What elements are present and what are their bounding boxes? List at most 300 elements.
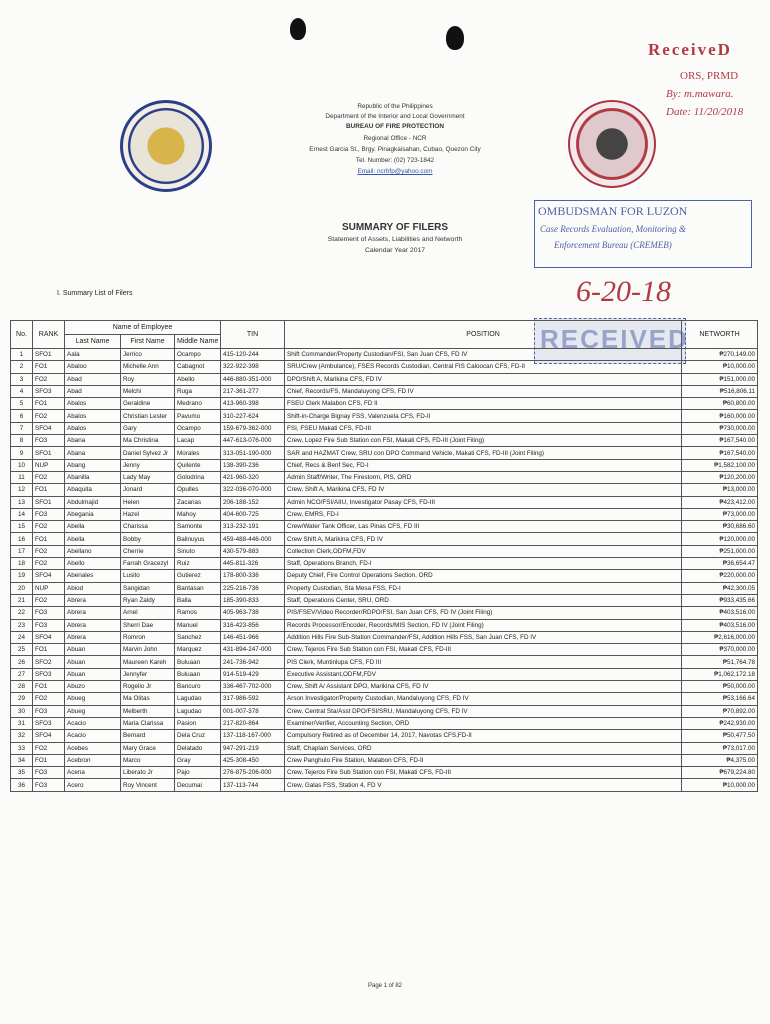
- cell-position: Crew, EMRS, FD-I: [285, 508, 682, 520]
- cell-rank: FO3: [33, 779, 65, 791]
- cell-rank: SFO4: [33, 631, 65, 643]
- cell-middle-name: Buluaan: [175, 668, 221, 680]
- binder-hole-right: [446, 26, 464, 50]
- cell-no: 9: [11, 447, 33, 459]
- cell-last-name: Abana: [65, 447, 121, 459]
- cell-middle-name: Opulles: [175, 484, 221, 496]
- received-stamp: ReceiveD: [648, 40, 732, 59]
- cell-middle-name: Medrano: [175, 398, 221, 410]
- cell-middle-name: Zacarias: [175, 496, 221, 508]
- cell-tin: 322-922-398: [221, 361, 285, 373]
- table-row: [11, 779, 758, 791]
- cell-rank: FO2: [33, 594, 65, 606]
- cell-middle-name: Pajo: [175, 767, 221, 779]
- table-row: [11, 422, 758, 434]
- col-header-middle-name: Middle Name: [175, 335, 221, 349]
- cell-position: Property Custodian, Sta Mesa FSS, FD-I: [285, 582, 682, 594]
- cell-no: 31: [11, 717, 33, 729]
- cell-last-name: Abad: [65, 385, 121, 397]
- cell-tin: 159-679-362-000: [221, 422, 285, 434]
- table-row: [11, 496, 758, 508]
- cell-tin: 336-467-702-000: [221, 681, 285, 693]
- cell-first-name: Lusito: [121, 570, 175, 582]
- cell-last-name: Abenales: [65, 570, 121, 582]
- cell-first-name: Jerrico: [121, 349, 175, 361]
- bfp-seal-logo: [120, 100, 212, 192]
- header-bureau: BUREAU OF FIRE PROTECTION: [346, 123, 444, 130]
- table-row: [11, 619, 758, 631]
- cell-first-name: Charissa: [121, 521, 175, 533]
- cell-position: DPO/Shift A, Marikina CFS, FD IV: [285, 373, 682, 385]
- cell-networth: ₱120,200.00: [682, 471, 758, 483]
- cell-position: Addition Hills Fire Sub-Station Commander/FSI, Addition Hills FSS, San Juan CFS, FD IV: [285, 631, 682, 643]
- cell-tin: 947-291-219: [221, 742, 285, 754]
- cell-first-name: Ma Olitas: [121, 693, 175, 705]
- table-row: [11, 607, 758, 619]
- table-row: [11, 447, 758, 459]
- cell-position: Staff, Chaplain Services, ORD: [285, 742, 682, 754]
- cell-no: 7: [11, 422, 33, 434]
- cell-rank: SFO2: [33, 656, 65, 668]
- col-header-first-name: First Name: [121, 335, 175, 349]
- cell-middle-name: Abello: [175, 373, 221, 385]
- table-row: [11, 349, 758, 361]
- cell-tin: 322-036-070-000: [221, 484, 285, 496]
- cell-no: 34: [11, 754, 33, 766]
- table-row: [11, 730, 758, 742]
- cell-last-name: Abrera: [65, 619, 121, 631]
- cell-networth: ₱251,000.00: [682, 545, 758, 557]
- cell-middle-name: Buluaan: [175, 656, 221, 668]
- cell-last-name: Acebes: [65, 742, 121, 754]
- cell-rank: FO1: [33, 398, 65, 410]
- cell-last-name: Acacio: [65, 717, 121, 729]
- cell-first-name: Marco: [121, 754, 175, 766]
- cell-first-name: Daniel Sylvez Jr: [121, 447, 175, 459]
- cell-networth: ₱516,806.11: [682, 385, 758, 397]
- cell-last-name: Abaquita: [65, 484, 121, 496]
- cell-rank: SFO4: [33, 730, 65, 742]
- cell-no: 24: [11, 631, 33, 643]
- col-header-tin: TIN: [221, 321, 285, 349]
- cell-middle-name: Cabagnot: [175, 361, 221, 373]
- cell-first-name: Hazel: [121, 508, 175, 520]
- table-row: [11, 681, 758, 693]
- cell-last-name: Abana: [65, 435, 121, 447]
- cell-position: Crew, Central Sta/Asst DPO/FSI/SRU, Mandaluyong CFS, FD IV: [285, 705, 682, 717]
- cell-middle-name: Lagudao: [175, 705, 221, 717]
- cell-rank: SFO4: [33, 422, 65, 434]
- cell-middle-name: Pavumo: [175, 410, 221, 422]
- cell-networth: ₱36,654.47: [682, 558, 758, 570]
- cell-networth: ₱370,000.00: [682, 644, 758, 656]
- table-row: [11, 693, 758, 705]
- table-row: [11, 594, 758, 606]
- cell-rank: SFO3: [33, 385, 65, 397]
- cell-position: Crew, Tejeros Fire Sub Station con FSI, Makati CFS, FD-III: [285, 644, 682, 656]
- cell-tin: 413-960-398: [221, 398, 285, 410]
- cell-rank: FO2: [33, 471, 65, 483]
- table-row: [11, 373, 758, 385]
- cell-last-name: Aala: [65, 349, 121, 361]
- cell-position: Staff, Operations Center, SRU, ORD: [285, 594, 682, 606]
- cell-rank: FO3: [33, 435, 65, 447]
- cell-rank: FO3: [33, 508, 65, 520]
- cell-middle-name: Balla: [175, 594, 221, 606]
- received-stamp-org: ORS, PRMD: [680, 70, 739, 82]
- cell-tin: 185-390-833: [221, 594, 285, 606]
- doc-subtitle: Statement of Assets, Liabilities and Networth: [327, 236, 463, 243]
- cell-networth: ₱10,000.00: [682, 779, 758, 791]
- cell-middle-name: Decumai: [175, 779, 221, 791]
- table-row: [11, 656, 758, 668]
- cell-tin: 445-811-326: [221, 558, 285, 570]
- cell-rank: NUP: [33, 582, 65, 594]
- cell-position: Crew, Galas FSS, Station 4, FD V: [285, 779, 682, 791]
- cell-networth: ₱151,000.00: [682, 373, 758, 385]
- handwritten-date: 6-20-18: [576, 275, 671, 308]
- ombudsman-stamp-line1: Case Records Evaluation, Monitoring &: [540, 224, 686, 234]
- cell-rank: FO2: [33, 693, 65, 705]
- cell-networth: ₱167,540.00: [682, 447, 758, 459]
- cell-networth: ₱1,582,100.00: [682, 459, 758, 471]
- col-header-position: POSITION: [285, 321, 682, 349]
- cell-networth: ₱70,892.00: [682, 705, 758, 717]
- cell-middle-name: Ruiz: [175, 558, 221, 570]
- header-email: Email: ncrbfp@yahoo.com: [357, 168, 433, 175]
- cell-no: 1: [11, 349, 33, 361]
- cell-first-name: Roy Vincent: [121, 779, 175, 791]
- cell-networth: ₱403,516.00: [682, 619, 758, 631]
- cell-last-name: Acero: [65, 779, 121, 791]
- cell-rank: FO1: [33, 681, 65, 693]
- cell-tin: 431-894-247-000: [221, 644, 285, 656]
- cell-last-name: Abalos: [65, 422, 121, 434]
- cell-rank: FO3: [33, 607, 65, 619]
- cell-last-name: Abalos: [65, 410, 121, 422]
- cell-position: Crew, Lopez Fire Sub Station con FSI, Makati CFS, FD-III (Joint Filing): [285, 435, 682, 447]
- cell-first-name: Bernard: [121, 730, 175, 742]
- cell-tin: 138-390-236: [221, 459, 285, 471]
- cell-first-name: Sangidan: [121, 582, 175, 594]
- cell-middle-name: Bantasan: [175, 582, 221, 594]
- table-row: [11, 533, 758, 545]
- cell-no: 3: [11, 373, 33, 385]
- table-row: [11, 668, 758, 680]
- cell-tin: 225-216-736: [221, 582, 285, 594]
- cell-rank: FO3: [33, 767, 65, 779]
- cell-networth: ₱2,616,000.00: [682, 631, 758, 643]
- cell-last-name: Abueg: [65, 693, 121, 705]
- cell-position: FSEU Clerk Malabon CFS, FD II: [285, 398, 682, 410]
- cell-no: 10: [11, 459, 33, 471]
- cell-first-name: Melberth: [121, 705, 175, 717]
- cell-position: Crew Shift A, Marikina CFS, FD IV: [285, 533, 682, 545]
- cell-networth: ₱167,540.00: [682, 435, 758, 447]
- cell-networth: ₱53,166.64: [682, 693, 758, 705]
- cell-first-name: Liberato Jr: [121, 767, 175, 779]
- cell-tin: 178-800-336: [221, 570, 285, 582]
- cell-tin: 415-120-244: [221, 349, 285, 361]
- header-department: Department of the Interior and Local Government: [325, 113, 465, 120]
- cell-first-name: Arnel: [121, 607, 175, 619]
- received-stamp-date: Date: 11/20/2018: [666, 106, 744, 118]
- table-row: [11, 484, 758, 496]
- section-label: I. Summary List of Filers: [57, 290, 133, 297]
- cell-networth: ₱73,017.00: [682, 742, 758, 754]
- cell-no: 8: [11, 435, 33, 447]
- cell-no: 32: [11, 730, 33, 742]
- cell-first-name: Rogelio Jr: [121, 681, 175, 693]
- cell-first-name: Cherrie: [121, 545, 175, 557]
- cell-position: Executive Assistant,ODFM,FDV: [285, 668, 682, 680]
- cell-tin: 313-051-190-000: [221, 447, 285, 459]
- cell-rank: FO2: [33, 410, 65, 422]
- cell-first-name: Michelle Ann: [121, 361, 175, 373]
- cell-no: 20: [11, 582, 33, 594]
- cell-rank: FO1: [33, 644, 65, 656]
- col-header-rank: RANK: [33, 321, 65, 349]
- cell-last-name: Abuan: [65, 644, 121, 656]
- cell-no: 28: [11, 681, 33, 693]
- cell-tin: 430-579-883: [221, 545, 285, 557]
- cell-no: 19: [11, 570, 33, 582]
- cell-rank: FO1: [33, 754, 65, 766]
- cell-position: Shift Commander/Property Custodian/FSI, San Juan CFS, FD IV: [285, 349, 682, 361]
- cell-no: 35: [11, 767, 33, 779]
- table-row: [11, 385, 758, 397]
- cell-networth: ₱10,000.00: [682, 361, 758, 373]
- cell-networth: ₱51,764.78: [682, 656, 758, 668]
- cell-tin: 316-423-856: [221, 619, 285, 631]
- cell-networth: ₱270,149.00: [682, 349, 758, 361]
- cell-rank: FO1: [33, 484, 65, 496]
- cell-no: 14: [11, 508, 33, 520]
- cell-no: 16: [11, 533, 33, 545]
- cell-middle-name: Lagudao: [175, 693, 221, 705]
- cell-first-name: Farrah Gracezyl: [121, 558, 175, 570]
- table-row: [11, 435, 758, 447]
- cell-rank: SFO1: [33, 496, 65, 508]
- cell-tin: 313-232-191: [221, 521, 285, 533]
- cell-first-name: Jennyfer: [121, 668, 175, 680]
- table-row: [11, 459, 758, 471]
- cell-tin: 001-007-378: [221, 705, 285, 717]
- cell-no: 11: [11, 471, 33, 483]
- cell-position: SRU/Crew (Ambulance), FSES Records Custodian, Central FIS Caloocan CFS, FD-II: [285, 361, 682, 373]
- cell-last-name: Abiod: [65, 582, 121, 594]
- cell-rank: FO2: [33, 521, 65, 533]
- cell-tin: 310-227-624: [221, 410, 285, 422]
- cell-last-name: Acena: [65, 767, 121, 779]
- col-header-name-group: Name of Employee: [65, 321, 221, 335]
- cell-rank: FO2: [33, 373, 65, 385]
- cell-first-name: Ma Christina: [121, 435, 175, 447]
- cell-position: Examiner/Verifier, Accounting Section, ORD: [285, 717, 682, 729]
- cell-no: 21: [11, 594, 33, 606]
- cell-tin: 206-188-152: [221, 496, 285, 508]
- cell-middle-name: Gutierez: [175, 570, 221, 582]
- cell-middle-name: Delatado: [175, 742, 221, 754]
- cell-middle-name: Ocampo: [175, 422, 221, 434]
- cell-middle-name: Quilente: [175, 459, 221, 471]
- table-row: [11, 742, 758, 754]
- table-row: [11, 644, 758, 656]
- cell-no: 15: [11, 521, 33, 533]
- cell-last-name: Abang: [65, 459, 121, 471]
- cell-no: 33: [11, 742, 33, 754]
- cell-no: 23: [11, 619, 33, 631]
- cell-position: Deputy Chief, Fire Control Operations Section, ORD: [285, 570, 682, 582]
- cell-position: Admin Staff/Writer, The Firestorm, PIS, ORD: [285, 471, 682, 483]
- filers-table: [10, 320, 758, 792]
- cell-last-name: Abuan: [65, 656, 121, 668]
- cell-no: 2: [11, 361, 33, 373]
- cell-last-name: Abuan: [65, 668, 121, 680]
- cell-first-name: Ryan Zaldy: [121, 594, 175, 606]
- cell-networth: ₱30,686.60: [682, 521, 758, 533]
- cell-first-name: Sherri Dae: [121, 619, 175, 631]
- cell-rank: SFO1: [33, 349, 65, 361]
- cell-position: Arson Investigator/Property Custodian, Mandaluyong CFS, FD IV: [285, 693, 682, 705]
- cell-tin: 217-820-864: [221, 717, 285, 729]
- cell-no: 13: [11, 496, 33, 508]
- cell-networth: ₱1,062,172.18: [682, 668, 758, 680]
- cell-no: 18: [11, 558, 33, 570]
- cell-networth: ₱403,516.00: [682, 607, 758, 619]
- cell-networth: ₱242,930.00: [682, 717, 758, 729]
- cell-position: Crew, Shift A, Marikina CFS, FD IV: [285, 484, 682, 496]
- cell-last-name: Abdulmajid: [65, 496, 121, 508]
- cell-position: FSI, FSEU Makati CFS, FD-III: [285, 422, 682, 434]
- cell-last-name: Acacio: [65, 730, 121, 742]
- cell-networth: ₱933,435.66: [682, 594, 758, 606]
- cell-first-name: Gary: [121, 422, 175, 434]
- cell-last-name: Abalos: [65, 398, 121, 410]
- cell-networth: ₱679,224.80: [682, 767, 758, 779]
- doc-title: SUMMARY OF FILERS: [341, 222, 449, 233]
- table-row: [11, 767, 758, 779]
- cell-rank: SFO4: [33, 570, 65, 582]
- table-row: [11, 631, 758, 643]
- cell-middle-name: Dela Cruz: [175, 730, 221, 742]
- bfp-ncr-seal-logo: [568, 100, 656, 188]
- table-row: [11, 471, 758, 483]
- cell-middle-name: Marquez: [175, 644, 221, 656]
- cell-no: 5: [11, 398, 33, 410]
- cell-last-name: Abuzo: [65, 681, 121, 693]
- cell-middle-name: Pasion: [175, 717, 221, 729]
- cell-networth: ₱120,000.00: [682, 533, 758, 545]
- cell-position: Chief, Recs & Benf Sec, FD-I: [285, 459, 682, 471]
- cell-tin: 146-451-966: [221, 631, 285, 643]
- cell-tin: 425-308-450: [221, 754, 285, 766]
- cell-last-name: Abrera: [65, 631, 121, 643]
- cell-middle-name: Mahoy: [175, 508, 221, 520]
- cell-position: Crew/Water Tank Officer, Las Pinas CFS, FD III: [285, 521, 682, 533]
- binder-hole-left: [290, 18, 306, 40]
- cell-first-name: Christian Lester: [121, 410, 175, 422]
- cell-networth: ₱160,000.00: [682, 410, 758, 422]
- cell-rank: SFO1: [33, 447, 65, 459]
- header-region: Regional Office - NCR: [363, 135, 427, 142]
- cell-position: Staff, Operations Branch, FD-I: [285, 558, 682, 570]
- table-row: [11, 582, 758, 594]
- cell-first-name: Melchi: [121, 385, 175, 397]
- cell-no: 36: [11, 779, 33, 791]
- table-row: [11, 398, 758, 410]
- cell-tin: 405-963-738: [221, 607, 285, 619]
- cell-rank: SFO3: [33, 668, 65, 680]
- cell-middle-name: Balinuyus: [175, 533, 221, 545]
- cell-no: 17: [11, 545, 33, 557]
- cell-first-name: Maureen Kareh: [121, 656, 175, 668]
- cell-tin: 137-118-167-000: [221, 730, 285, 742]
- cell-position: Admin NCO/FSI/AIIU, Investigator Pasay CFS, FD-III: [285, 496, 682, 508]
- table-row: [11, 558, 758, 570]
- table-row: [11, 361, 758, 373]
- cell-last-name: Abella: [65, 533, 121, 545]
- cell-networth: ₱50,477.50: [682, 730, 758, 742]
- cell-networth: ₱50,000.00: [682, 681, 758, 693]
- cell-networth: ₱220,000.00: [682, 570, 758, 582]
- cell-no: 25: [11, 644, 33, 656]
- table-row: [11, 570, 758, 582]
- cell-position: Chief, Records/FS, Mandaluyong CFS, FD IV: [285, 385, 682, 397]
- cell-rank: FO3: [33, 619, 65, 631]
- cell-last-name: Abrera: [65, 607, 121, 619]
- table-row: [11, 545, 758, 557]
- cell-tin: 421-960-320: [221, 471, 285, 483]
- cell-no: 29: [11, 693, 33, 705]
- cell-tin: 276-875-206-000: [221, 767, 285, 779]
- cell-first-name: Jonard: [121, 484, 175, 496]
- cell-rank: FO1: [33, 533, 65, 545]
- ombudsman-stamp-line2: Enforcement Bureau (CREMEB): [554, 240, 672, 250]
- col-header-last-name: Last Name: [65, 335, 121, 349]
- cell-tin: 217-361-277: [221, 385, 285, 397]
- cell-tin: 137-113-744: [221, 779, 285, 791]
- cell-first-name: Geraldine: [121, 398, 175, 410]
- cell-tin: 317-986-592: [221, 693, 285, 705]
- cell-tin: 241-736-942: [221, 656, 285, 668]
- cell-last-name: Abad: [65, 373, 121, 385]
- cell-rank: FO2: [33, 545, 65, 557]
- ombudsman-stamp-title: OMBUDSMAN FOR LUZON: [538, 204, 688, 218]
- table-row: [11, 705, 758, 717]
- cell-first-name: Jenny: [121, 459, 175, 471]
- cell-position: PIS/FSEV/Video Recorder/RDPO/FSI, San Juan CFS, FD IV (Joint Filing): [285, 607, 682, 619]
- table-row: [11, 410, 758, 422]
- header-address: Ernest Garcia St., Brgy. Pinagkaisahan, Cubao, Quezon City: [309, 146, 481, 153]
- received-box-stamp-text: RECEIVED: [540, 324, 689, 354]
- cell-middle-name: Ruga: [175, 385, 221, 397]
- cell-first-name: Marvin John: [121, 644, 175, 656]
- cell-no: 22: [11, 607, 33, 619]
- page-number: Page 1 of 82: [367, 983, 403, 989]
- cell-position: Collection Clerk,ODFM,FDV: [285, 545, 682, 557]
- cell-no: 12: [11, 484, 33, 496]
- cell-middle-name: Ramos: [175, 607, 221, 619]
- cell-position: SAR and HAZMAT Crew, SRU con DPO Command Vehicle, Makati CFS, FD-III (Joint Filing): [285, 447, 682, 459]
- header-tel: Tel. Number: (02) 723-1842: [355, 157, 435, 164]
- cell-no: 30: [11, 705, 33, 717]
- cell-last-name: Abaloo: [65, 361, 121, 373]
- table-row: [11, 754, 758, 766]
- cell-networth: ₱13,000.00: [682, 484, 758, 496]
- cell-first-name: Roy: [121, 373, 175, 385]
- cell-last-name: Abella: [65, 521, 121, 533]
